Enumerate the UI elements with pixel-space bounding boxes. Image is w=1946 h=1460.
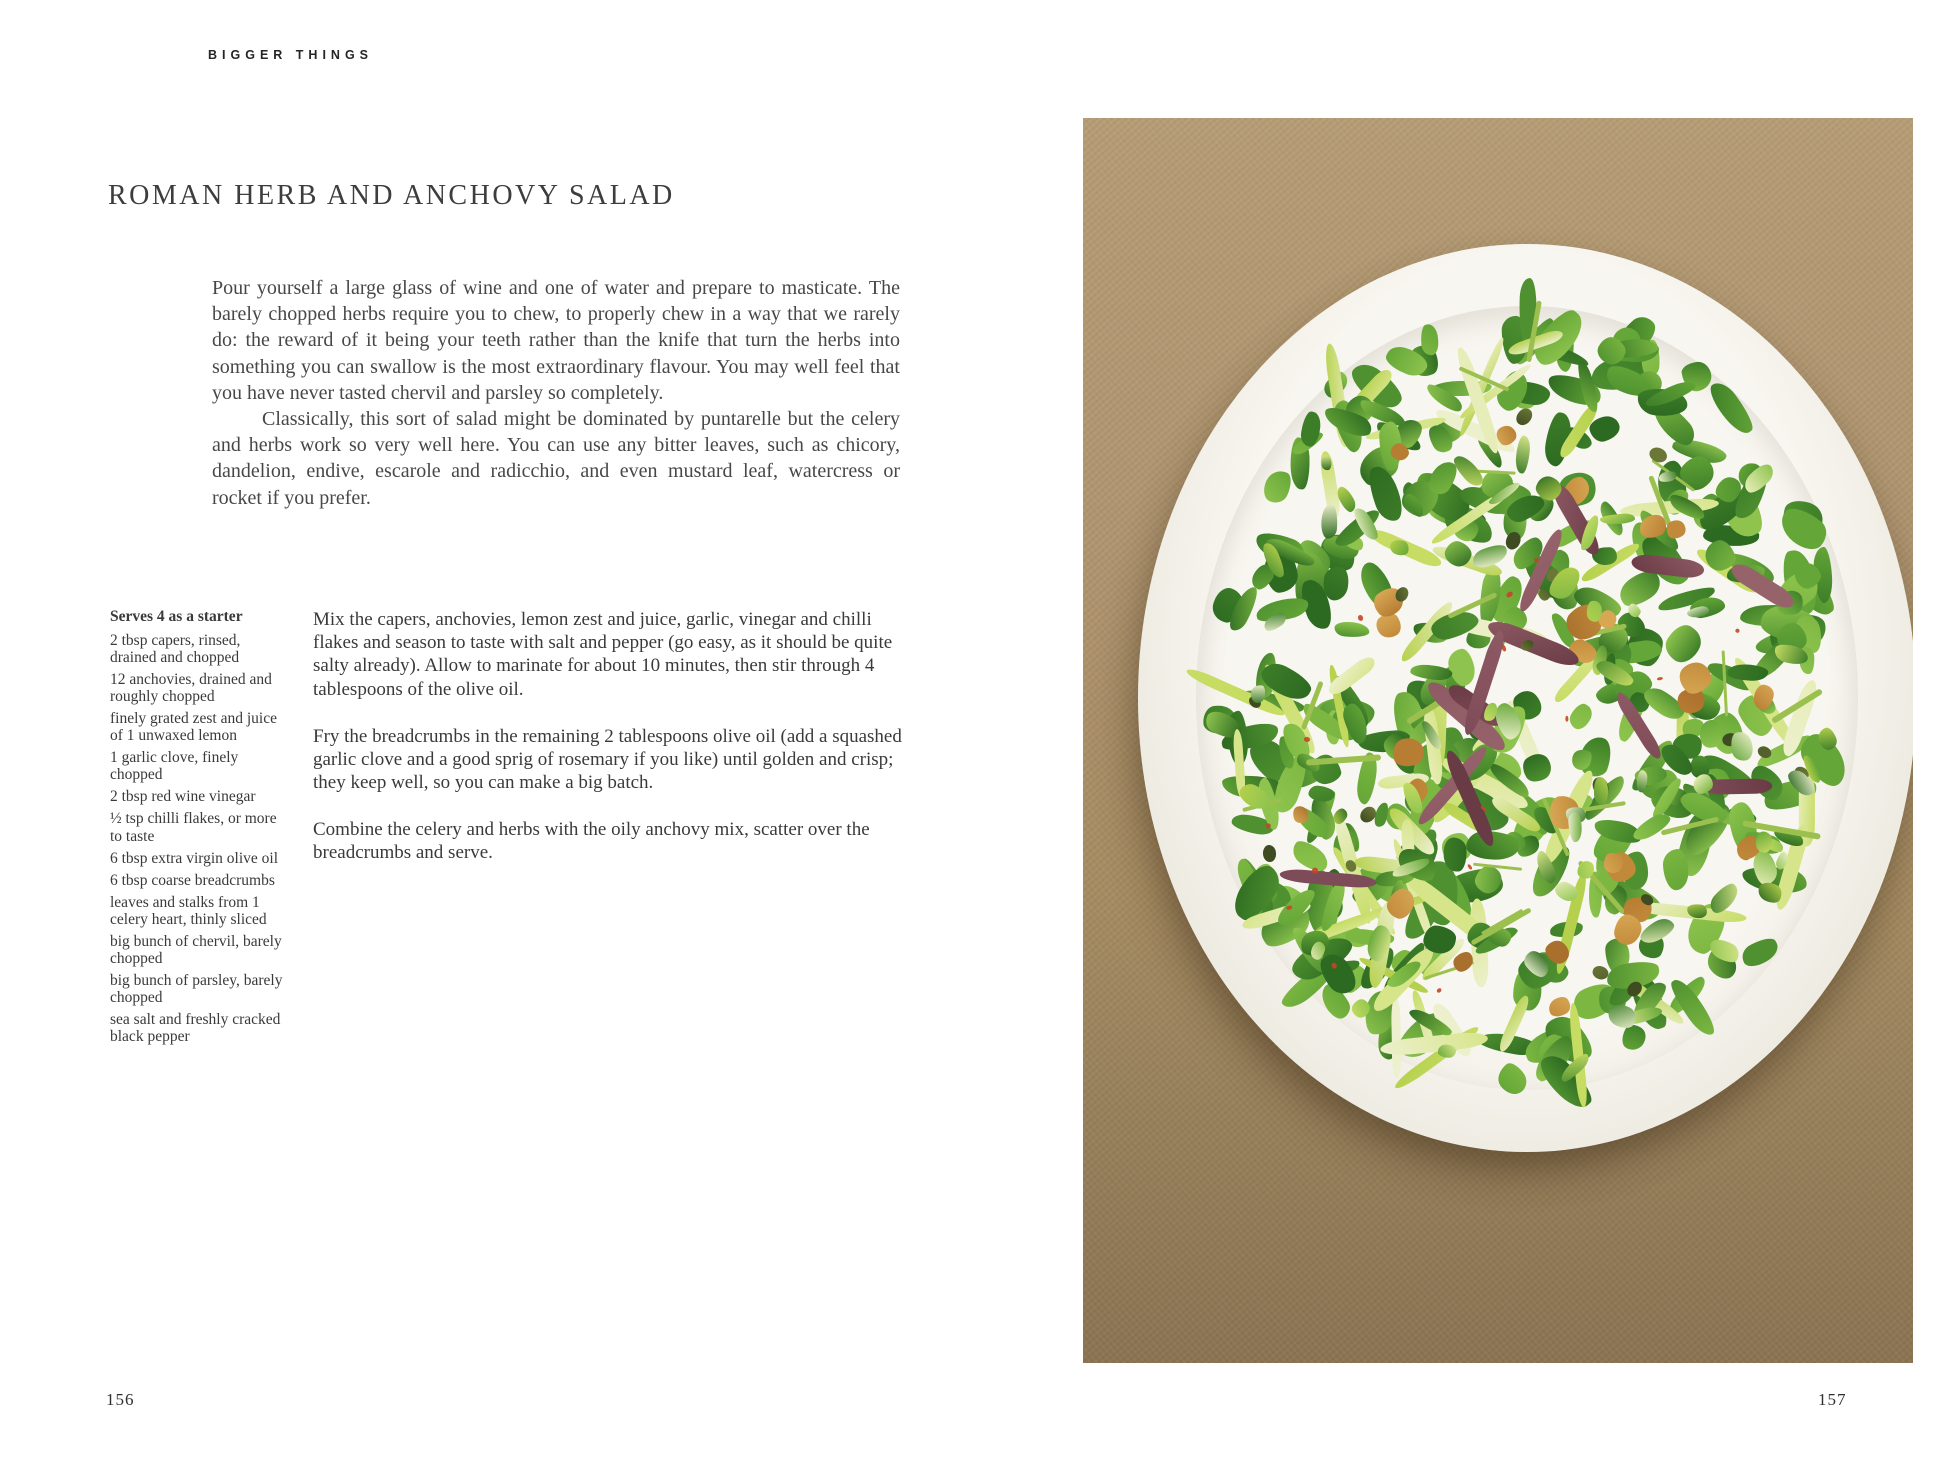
intro-paragraph: Pour yourself a large glass of wine and one of water and prepare to masticate. The barely chopped herbs require you to chew, to properly chew in a way that we rarely do: the reward of it being your teeth rather than the knife that turn the herbs into something you can swallow is the most extraordinary flavour. You may well feel that you have never tasted chervil and parsley so completely. (212, 277, 900, 404)
salad-piece (1436, 988, 1443, 995)
salad-piece (1755, 831, 1772, 853)
salad-piece (1444, 837, 1467, 872)
salad-piece (1565, 716, 1569, 722)
salad-piece (1647, 445, 1669, 465)
salad-piece (1514, 435, 1531, 474)
page-number-left: 156 (106, 1390, 135, 1409)
salad-piece (1409, 663, 1453, 682)
salad-piece (1704, 377, 1757, 439)
ingredient-item: 12 anchovies, drained and roughly chopped (110, 671, 272, 706)
salad-piece (1391, 997, 1401, 1078)
salad-piece (1699, 719, 1723, 749)
salad-piece (1493, 1059, 1533, 1099)
salad-photo (1083, 118, 1913, 1363)
salad-piece (1734, 628, 1740, 633)
ingredient-item: 6 tbsp extra virgin olive oil (110, 849, 279, 867)
ingredients-column (110, 608, 288, 1050)
salad-piece (1660, 620, 1707, 668)
salad-piece (1259, 466, 1295, 506)
section-label: BIGGER THINGS (208, 48, 374, 62)
salad-scatter (1083, 118, 1913, 1363)
salad-piece (1738, 934, 1782, 971)
salad-piece (1604, 853, 1623, 873)
ingredient-item: 2 tbsp red wine vinegar (110, 788, 256, 806)
ingredient-item: 2 tbsp capers, rinsed, drained and chopped (110, 632, 241, 667)
salad-piece (1299, 410, 1323, 448)
method-column (313, 608, 913, 889)
salad-piece (1729, 730, 1755, 763)
recipe-intro (212, 275, 900, 511)
salad-piece (1657, 677, 1663, 681)
method-step: Mix the capers, anchovies, lemon zest and juice, garlic, vinegar and chilli flakes and season to taste with salt and pepper (go easy, as it should be quite salty already). Allow to marinate for about 10 minutes, then stir through 4 tablespoons of the olive oil. (313, 609, 893, 700)
ingredient-item: 1 garlic clove, finely chopped (110, 749, 239, 784)
salad-piece (1333, 620, 1370, 639)
ingredient-item: leaves and stalks from 1 celery heart, thinly sliced (110, 893, 267, 928)
ingredient-item: 6 tbsp coarse breadcrumbs (110, 871, 275, 889)
salad-piece (1703, 779, 1772, 795)
intro-paragraph: Classically, this sort of salad might be dominated by puntarelle but the celery and herbs work so very well here. You can use any bitter leaves, such as chicory, dandelion, endive, escarole and radicchio, and even mustard leaf, watercress or rocket if you prefer. (212, 407, 900, 509)
page-number-right: 157 (1818, 1390, 1847, 1409)
recipe-title: ROMAN HERB AND ANCHOVY SALAD (108, 180, 675, 211)
salad-piece (1357, 614, 1364, 621)
salad-piece (1419, 324, 1439, 356)
method-step: Fry the breadcrumbs in the remaining 2 tablespoons olive oil (add a squashed garlic clove and a good sprig of rosemary if you like) until golden and crisp; they keep well, so you can make a big batch. (313, 725, 902, 794)
serves-line: Serves 4 as a starter (110, 608, 243, 625)
ingredient-item: big bunch of chervil, barely chopped (110, 932, 282, 967)
salad-piece (1262, 844, 1277, 862)
ingredients-list (110, 632, 288, 1045)
salad-piece (1513, 405, 1535, 428)
ingredient-item: ½ tsp chilli flakes, or more to taste (110, 810, 277, 845)
salad-piece (1566, 700, 1596, 732)
ingredient-item: finely grated zest and juice of 1 unwaxed lemon (110, 710, 277, 745)
salad-piece (1518, 749, 1556, 787)
salad-piece (1587, 601, 1602, 622)
salad-piece (1593, 777, 1608, 806)
salad-piece (1438, 1045, 1457, 1059)
salad-piece (1630, 809, 1673, 844)
ingredient-item: sea salt and freshly cracked black pepper (110, 1010, 281, 1045)
ingredient-item: big bunch of parsley, barely chopped (110, 971, 283, 1006)
method-step: Combine the celery and herbs with the oily anchovy mix, scatter over the breadcrumbs and serve. (313, 819, 870, 864)
